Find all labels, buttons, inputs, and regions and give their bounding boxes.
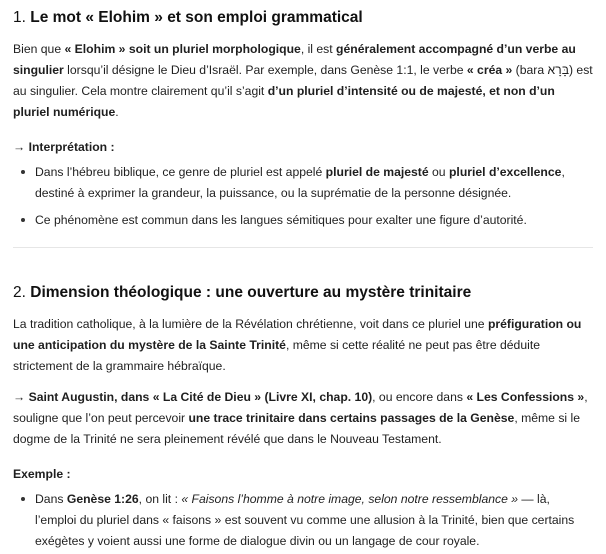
section-2-paragraph: La tradition catholique, à la lumière de la Révélation chrétienne, voit dans ce pluriel une préfiguration ou une anticipation du mystère de la Sainte Trinité, même si cette réalité ne peut pas être déduite strictement de la grammaire hébraïque. [13,317,582,373]
section-2-number: 2. [13,284,26,301]
section-1-heading [13,7,593,29]
interpretation-list [13,162,593,231]
section-1-number: 1. [13,9,26,26]
section-2-heading [13,282,593,304]
example-list [13,489,593,552]
list-item: Dans l’hébreu biblique, ce genre de pluriel est appelé pluriel de majesté ou pluriel d’excellence, destiné à exprimer la grandeur, la puissance, ou la suprématie de la personne désignée. [35,162,593,204]
section-1-paragraph: Bien que « Elohim » soit un pluriel morphologique, il est généralement accompagné d’un verbe au singulier lorsqu’il désigne le Dieu d’Israël. Par exemple, dans Genèse 1:1, le verbe « créa » (bara בָּרָא) est au singulier. Cela montre clairement qu’il s’agit d’un pluriel d’intensité ou de majesté, et non d’un pluriel numérique. [13,42,593,119]
example-label: Exemple : [13,467,71,481]
section-1-title: Le mot « Elohim » et son emploi grammatical [30,9,363,26]
list-item: Dans Genèse 1:26, on lit : « Faisons l’homme à notre image, selon notre ressemblance » — là, l’emploi du pluriel dans « faisons » est souvent vu comme une allusion à la Trinité, bien que certains exégètes y voient aussi une forme de dialogue divin ou un langage de cour royale. [35,489,593,552]
section-divider [13,247,593,248]
list-item: Ce phénomène est commun dans les langues sémitiques pour exalter une figure d’autorité. [35,210,593,231]
section-2-title: Dimension théologique : une ouverture au mystère trinitaire [30,284,472,301]
augustin-paragraph: → Saint Augustin, dans « La Cité de Dieu » (Livre XI, chap. 10), ou encore dans « Les Confessions », souligne que l’on peut percevoir une trace trinitaire dans certains passages de la Genèse, même si le dogme de la Trinité ne sera pleinement révélé que dans le Nouveau Testament. [13,390,588,446]
interpretation-label: → Interprétation : [13,140,115,154]
